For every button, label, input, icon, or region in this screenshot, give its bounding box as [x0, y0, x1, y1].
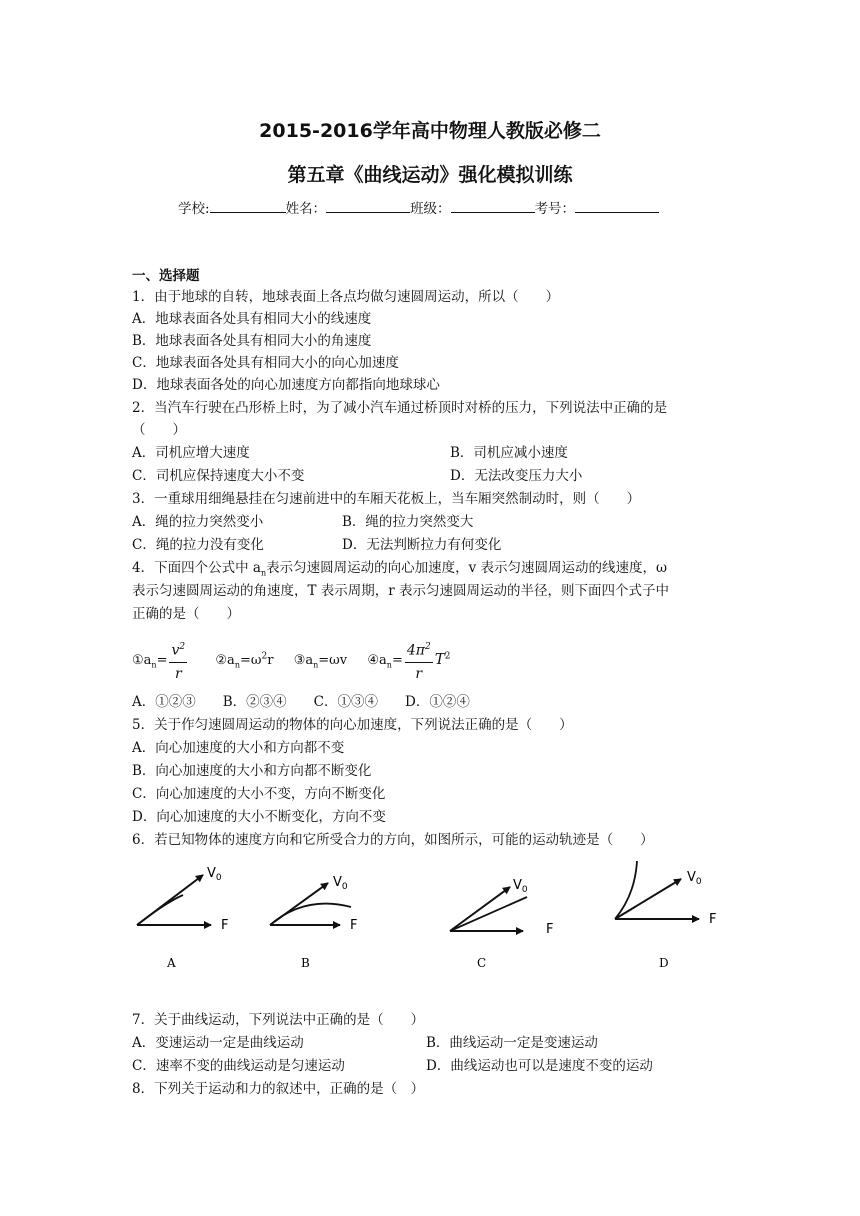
exam-number-blank[interactable]	[575, 198, 659, 213]
question-5-stem: 5．关于作匀速圆周运动的物体的向心加速度，下列说法正确的是（ ）	[132, 717, 573, 733]
q4-stem-text-2: 表示匀速圆周运动的向心加速度，v 表示匀速圆周运动的线速度，ω	[266, 560, 668, 576]
question-4-formulas	[132, 636, 450, 685]
q4-sub-n: n	[260, 568, 267, 578]
question-3-option-c: C．绳的拉力没有变化	[132, 537, 264, 553]
question-2-option-c: C．司机应保持速度大小不变	[132, 468, 305, 484]
question-2-option-a: A．司机应增大速度	[132, 445, 250, 461]
trajectory-option-a	[137, 866, 228, 970]
formula-1: $①a_n=$ $\frac{v^2}{r}$	[132, 653, 189, 668]
v0-label-d: $V_0$	[687, 870, 702, 887]
question-1-option-d: D．地球表面各处的向心加速度方向都指向地球球心	[132, 377, 440, 393]
trajectory-option-d	[615, 861, 716, 970]
school-label: 学校:	[178, 201, 210, 217]
document-title: 2015-2016学年高中物理人教版必修二	[259, 120, 601, 142]
f-label-c: F	[546, 922, 554, 937]
question-7-option-b: B．曲线运动一定是变速运动	[426, 1035, 598, 1051]
student-info-row	[178, 198, 659, 220]
class-blank[interactable]	[451, 198, 535, 213]
question-2-option-d: D．无法改变压力大小	[450, 468, 583, 484]
exam-number-label: 考号：	[534, 201, 576, 217]
name-blank[interactable]	[326, 198, 410, 213]
figure-label-d: D	[659, 956, 669, 970]
question-3-option-b: B．绳的拉力突然变大	[342, 514, 474, 530]
f-label-d: F	[709, 912, 717, 927]
trajectory-option-c	[450, 878, 553, 970]
question-4-stem-cont: 表示匀速圆周运动的角速度，T 表示周期，r 表示匀速圆周运动的半径，则下面四个式子中	[132, 583, 670, 599]
question-4-options: A．①②③ B．②③④ C．①③④ D．①②④	[132, 694, 470, 710]
school-blank[interactable]	[210, 198, 286, 213]
question-5-option-d: D．向心加速度的大小不断变化，方向不变	[132, 809, 386, 825]
trajectory-figure	[125, 855, 735, 985]
question-2-stem-cont: （ ）	[132, 422, 186, 438]
question-7-option-c: C．速率不变的曲线运动是匀速运动	[132, 1058, 345, 1074]
question-7-stem: 7．关于曲线运动，下列说法中正确的是（ ）	[132, 1012, 425, 1028]
question-8-stem: 8．下列关于运动和力的叙述中，正确的是（ ）	[132, 1081, 425, 1097]
question-5-option-b: B．向心加速度的大小和方向都不断变化	[132, 763, 372, 779]
question-7-option-d: D．曲线运动也可以是速度不变的运动	[426, 1058, 653, 1074]
question-2-option-b: B．司机应减小速度	[450, 445, 568, 461]
q4-stem-text: 4．下面四个公式中 a	[132, 560, 261, 576]
question-3-option-a: A．绳的拉力突然变小	[132, 514, 264, 530]
v0-label-a: $V_0$	[207, 866, 222, 883]
question-6-stem: 6．若已知物体的速度方向和它所受合力的方向，如图所示，可能的运动轨迹是（ ）	[132, 832, 654, 848]
question-7-option-a: A．变速运动一定是曲线运动	[132, 1035, 304, 1051]
formula-3: $③a_n=\omega v$	[293, 652, 348, 670]
question-3-stem: 3．一重球用细绳悬挂在匀速前进中的车厢天花板上，当车厢突然制动时，则（ ）	[132, 491, 641, 507]
trajectory-option-b	[270, 875, 357, 970]
document-subtitle: 第五章《曲线运动》强化模拟训练	[287, 164, 573, 186]
question-1-stem: 1．由于地球的自转，地球表面上各点均做匀速圆周运动，所以（ ）	[132, 289, 560, 305]
v0-label-c: $V_0$	[513, 878, 528, 895]
question-1-option-c: C．地球表面各处具有相同大小的向心加速度	[132, 355, 399, 371]
figure-label-a: A	[167, 956, 176, 970]
f-label-b: F	[350, 918, 358, 933]
v0-label-b: $V_0$	[333, 875, 348, 892]
section-heading: 一、选择题	[132, 268, 200, 284]
f-label-a: F	[221, 918, 229, 933]
figure-label-c: C	[477, 956, 487, 970]
question-2-stem: 2．当汽车行驶在凸形桥上时，为了减小汽车通过桥顶时对桥的压力，下列说法中正确的是	[132, 400, 668, 416]
question-1-option-b: B．地球表面各处具有相同大小的角速度	[132, 333, 372, 349]
question-4-stem-end: 正确的是（ ）	[132, 606, 240, 622]
question-5-option-a: A．向心加速度的大小和方向都不变	[132, 740, 345, 756]
figure-label-b: B	[301, 956, 310, 970]
question-3-option-d: D．无法判断拉力有何变化	[342, 537, 502, 553]
question-1-option-a: A．地球表面各处具有相同大小的线速度	[132, 311, 372, 327]
question-5-option-c: C．向心加速度的大小不变，方向不断变化	[132, 786, 386, 802]
formula-4: $④a_n=$ $\frac{4\pi^2}{r}$ $T^2$	[367, 653, 450, 668]
class-label: 班级：	[410, 201, 451, 217]
name-label: 姓名：	[285, 201, 327, 217]
formula-2: $②a_n=\omega^2r$	[215, 651, 274, 670]
